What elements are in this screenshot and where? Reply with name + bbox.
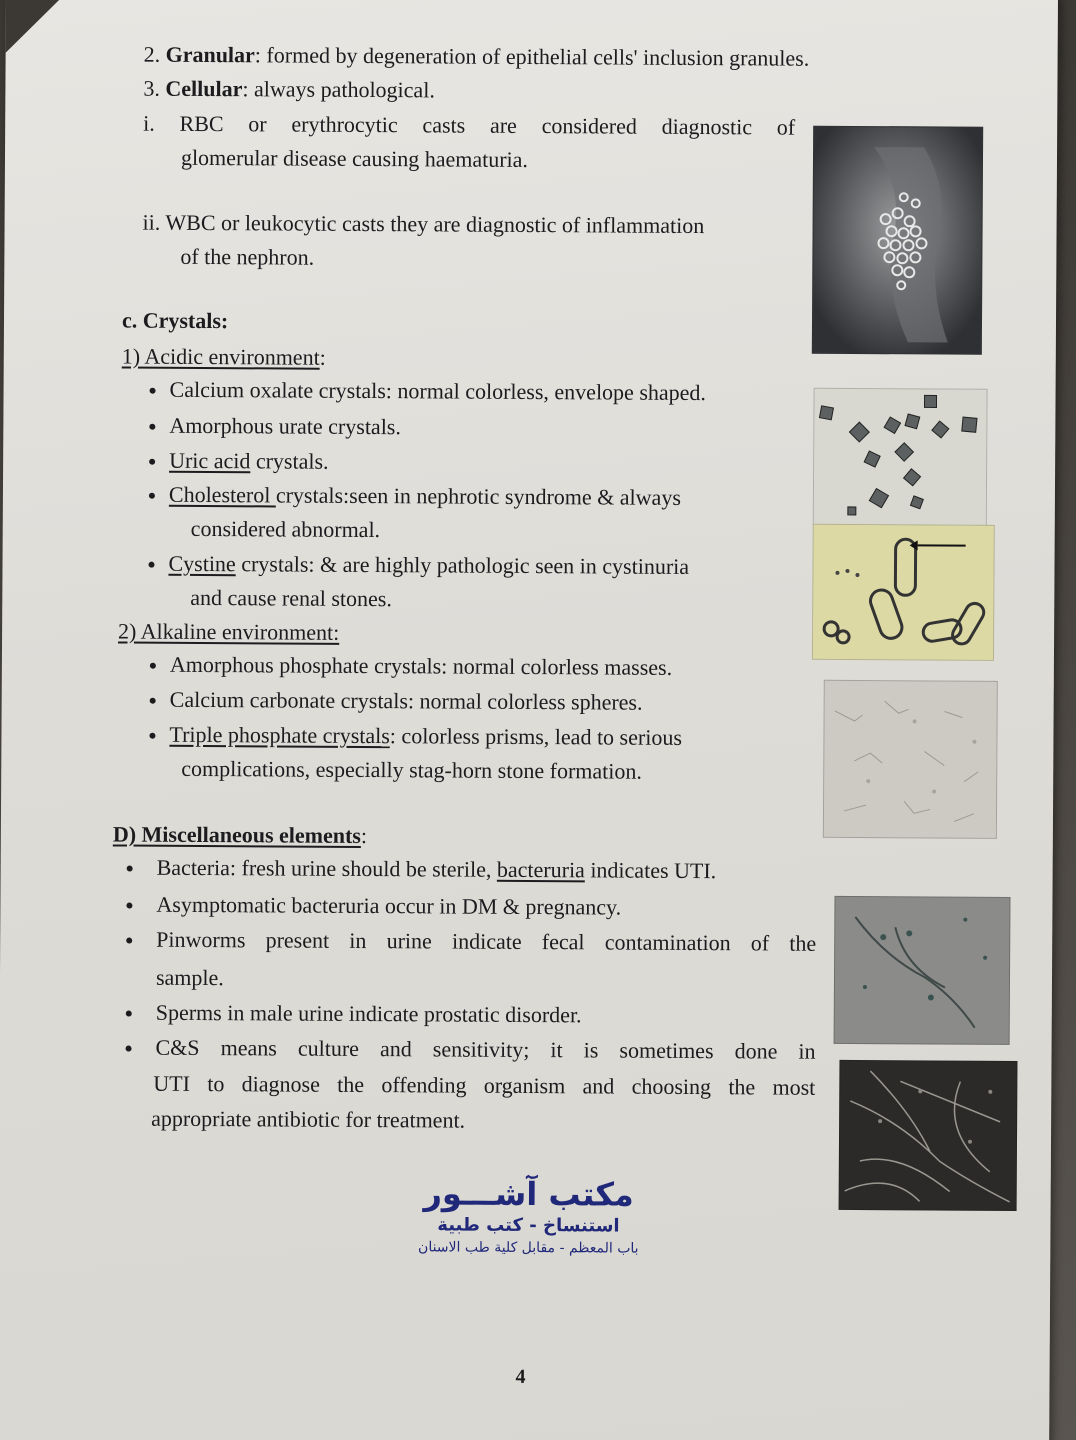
bullet bbox=[150, 698, 156, 704]
stamp-subtitle: استنساخ - كتب طبية bbox=[437, 1214, 620, 1237]
bullet bbox=[126, 1011, 132, 1017]
list-item: Calcium carbonate crystals: normal colorless spheres. bbox=[169, 686, 643, 715]
rbc-cast-micrograph bbox=[812, 126, 983, 355]
bullet bbox=[126, 1046, 132, 1052]
stamp-address: باب المعظم - مقابل كلية طب الاسنان bbox=[418, 1239, 639, 1257]
list-item-continuation: and cause renal stones. bbox=[190, 584, 392, 612]
rbc-casts-line: glomerular disease causing haematuria. bbox=[180, 144, 529, 172]
bullet bbox=[126, 938, 132, 944]
list-item: Cholesterol crystals:seen in nephrotic syndrome & always bbox=[168, 481, 682, 510]
fibrous-image bbox=[840, 1061, 1017, 1210]
list-item: Amorphous phosphate crystals: normal colorless masses. bbox=[169, 651, 673, 680]
list-item: Calcium oxalate crystals: normal colorless, envelope shaped. bbox=[169, 376, 707, 406]
list-item: Bacteria: fresh urine should be sterile, bacteruria indicates UTI. bbox=[156, 854, 717, 884]
cast-type-name: Granular bbox=[165, 41, 255, 68]
bookshop-stamp bbox=[388, 1173, 669, 1259]
list-item: Amorphous urate crystals. bbox=[169, 412, 401, 440]
bullet bbox=[149, 733, 155, 739]
alkaline-heading: 2) Alkaline environment: bbox=[118, 618, 340, 645]
list-item-continuation: complications, especially stag-horn stone formation. bbox=[181, 755, 643, 784]
cast-type-name: Cellular bbox=[165, 75, 243, 102]
bullet bbox=[127, 866, 133, 872]
list-item-continuation: appropriate antibiotic for treatment. bbox=[151, 1105, 466, 1133]
sperm-micrograph bbox=[839, 1060, 1018, 1211]
bullet bbox=[150, 663, 156, 669]
amorphous-crystals-micrograph bbox=[823, 680, 998, 839]
bullet bbox=[149, 424, 155, 430]
page-number: 4 bbox=[515, 1365, 526, 1388]
list-item: C&S means culture and sensitivity; it is sometimes done in bbox=[155, 1034, 816, 1064]
list-item: Uric acid crystals. bbox=[169, 447, 329, 474]
rbc-cast-image bbox=[813, 127, 982, 354]
list-item-continuation: UTI to diagnose the offending organism and choosing the most bbox=[153, 1070, 816, 1100]
list-item: Asymptomatic bacteruria occur in DM & pregnancy. bbox=[156, 891, 622, 920]
calcium-oxalate-micrograph bbox=[813, 388, 988, 527]
wbc-casts-line: of the nephron. bbox=[180, 243, 315, 270]
page-corner-shadow bbox=[6, 0, 68, 53]
list-item: Cystine crystals: & are highly pathologic seen in cystinuria bbox=[168, 550, 690, 579]
envelope-crystals-image bbox=[814, 389, 987, 526]
list-item-continuation: sample. bbox=[155, 964, 224, 991]
bacteria-micrograph bbox=[834, 896, 1011, 1045]
cast-type-cellular: 3. Cellular: always pathological. bbox=[143, 75, 435, 103]
bullet bbox=[148, 562, 154, 568]
stamp-title: مكتب آشـــور bbox=[423, 1174, 634, 1214]
rod-crystals-image bbox=[813, 525, 994, 660]
rbc-casts-line: i. RBC or erythrocytic casts are considered diagnostic of bbox=[143, 110, 796, 140]
bullet bbox=[126, 903, 132, 909]
cast-type-granular: 2. Granular: formed by degeneration of epithelial cells' inclusion granules. bbox=[143, 41, 810, 71]
crystals-heading: c. Crystals: bbox=[121, 307, 229, 334]
bacteria-image bbox=[835, 897, 1010, 1044]
bullet bbox=[149, 459, 155, 465]
misc-heading: D) Miscellaneous elements: bbox=[112, 821, 368, 849]
amorphous-image bbox=[824, 681, 997, 838]
cystine-micrograph bbox=[812, 524, 995, 661]
list-item: Sperms in male urine indicate prostatic disorder. bbox=[155, 999, 582, 1028]
bullet bbox=[150, 388, 156, 394]
list-item: Pinworms present in urine indicate fecal contamination of the bbox=[156, 926, 817, 956]
list-item: Triple phosphate crystals: colorless prisms, lead to serious bbox=[169, 721, 683, 750]
wbc-casts-line: ii. WBC or leukocytic casts they are diagnostic of inflammation bbox=[142, 209, 705, 239]
acidic-heading: 1) Acidic environment: bbox=[121, 343, 326, 370]
bullet bbox=[149, 493, 155, 499]
list-item-continuation: considered abnormal. bbox=[190, 515, 381, 543]
